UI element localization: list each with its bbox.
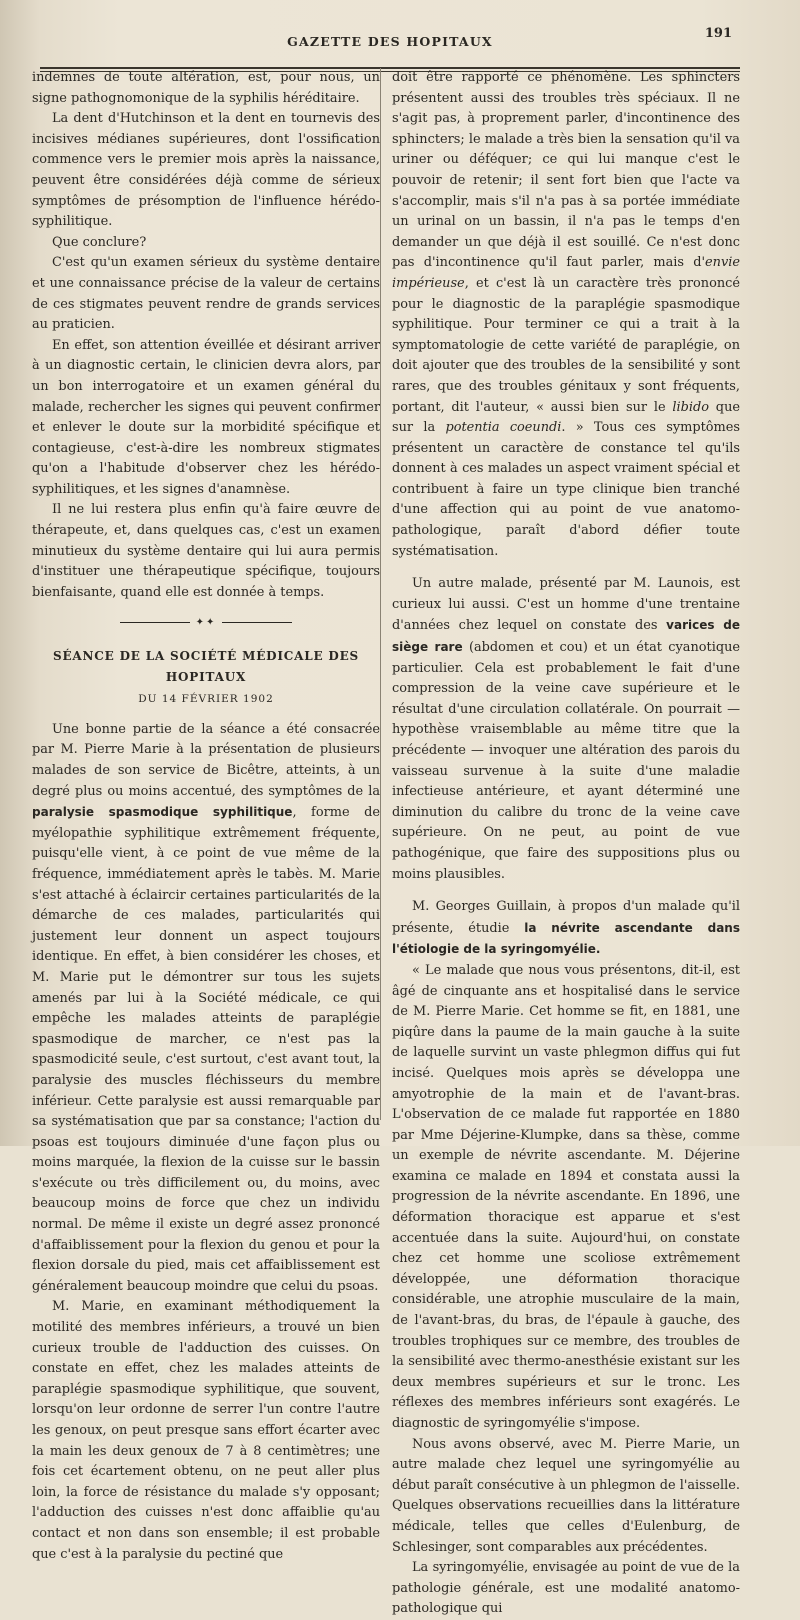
journal-title: GAZETTE DES HOPITAUX [287,34,493,49]
page-number: 191 [704,26,732,41]
paragraph: Nous avons observé, avec M. Pierre Marie, un autre malade chez lequel une syringomyélie au début paraît consécutive à un phlegmon de l'aisselle. Quelques observations recueillies dans la littérature médicale, telles que celles d'Eulenburg, de Schlesinger, sont comparables aux précédentes. [392,1436,740,1555]
paragraph: doit être rapporté ce phénomène. Les sphincters présentent aussi des troubles très spéciaux. Il ne s'agit pas, à proprement parler, d'incontinence des sphincters; le malade a très bien la sensation qu'il va uriner ou déféquer; ce qui lui manque c'est le pouvoir de retenir; il sent fort bien que l'acte va s'accomplir, mais s'il n'a pas à sa portée immédiate un urinal on un bassin, il n'a pas le temps d'en demander un que déjà il est souillé. Ce n'est donc pas d'incontinence qu'il faut parler, mais d'envie impérieuse, et c'est là un caractère très prononcé pour le diagnostic de la paraplégie spasmodique syphilitique. Pour terminer ce qui a trait à la symptomatologie de cette variété de paraplégie, on doit ajouter que des troubles de la sensibilité y sont rares, que des troubles génitaux y sont fréquents, portant, dit l'auteur, « aussi bien sur le libido que sur la potentia coeundi. » Tous ces symptômes présentent un caractère de constance tel qu'ils donnent à ces malades un aspect vraiment spécial et contribuent à faire un type clinique bien tranché d'une affection qui au point de vue anatomo-pathologique, paraît d'abord défier toute systématisation. [392,70,740,559]
separator-ornament: ✦✦ [32,613,380,634]
italic-term: libido [672,399,710,415]
paragraph: M. Marie, en examinant méthodiquement la motilité des membres inférieurs, a trouvé un bien curieux trouble de l'adduction des cuisses. On constate en effet, chez les malades atteints de paraplégie spasmodique syphilitique, que souvent, lorsqu'on leur ordonne de serrer l'un contre l'autre les genoux, on peut presque sans effort écarter avec la main les deux genoux de 7 à 8 centimètres; une fois cet écartement obtenu, on ne peut aller plus loin, la force de résistance du malade s'y opposant; l'adduction des cuisses n'est donc affaiblie qu'au contact et non dans son ensemble; il est probable que c'est à la paralysie du pectiné que [32,1299,380,1562]
bold-term: la névrite ascendante dans l'étiologie de la syringomyélie. [392,920,740,957]
paragraph: Que conclure? [52,234,147,250]
paragraph: La syringomyélie, envisagée au point de vue de la pathologie générale, est une modalité anatomo-pathologique qui [392,1560,740,1617]
left-column [32,68,380,1565]
right-column [392,68,740,1620]
section-title: SÉANCE DE LA SOCIÉTÉ MÉDICALE DES HOPITAUX [53,649,359,684]
paragraph: Il ne lui restera plus enfin qu'à faire œuvre de thérapeute, et, dans quelques cas, c'est un examen minutieux du système dentaire qui lui aura permis d'instituer une thérapeutique spécifique, toujours bienfaisante, quand elle est donnée à temps. [32,502,380,600]
bold-term: varices de siège rare [392,618,740,655]
section-date: DU 14 FÉVRIER 1902 [138,693,274,706]
bold-term: paralysie spasmodique syphilitique [32,805,293,820]
page-header [40,22,740,62]
paragraph: La dent d'Hutchinson et la dent en tournevis des incisives médianes supérieures, dont l'ossification commence vers le premier mois après la naissance, peuvent être considérées déjà comme de sérieux symptômes de présomption de l'influence hérédo-syphilitique. [32,111,380,230]
paragraph: En effet, son attention éveillée et désirant arriver à un diagnostic certain, le clinicien devra alors, par un bon interrogatoire et un examen général du malade, rechercher les signes qui peuvent confirmer et enlever le doute sur la morbidité spécifique et contagieuse, c'est-à-dire les nombreux stigmates qu'on a l'habitude d'observer chez les hérédo-syphilitiques, et les signes d'anamnèse. [32,337,380,497]
paragraph: Une bonne partie de la séance a été consacrée par M. Pierre Marie à la présentation de plusieurs malades de son service de Bicêtre, atteints, à un degré plus ou moins accentué, des symptômes de la paralysie spasmodique syphilitique, forme de myélopathie syphilitique extrêmement fréquente, puisqu'elle vient, à ce point de vue même de la fréquence, immédiatement après le tabès. M. Marie s'est attaché à éclaircir certaines particularités de la démarche de ces malades, particularités qui justement leur donnent un aspect toujours identique. En effet, à bien considérer les choses, et M. Marie put le démontrer sur tous les sujets amenés par lui à la Société médicale, ce qui empêche les malades atteints de paraplégie spasmodique de marcher, ce n'est pas la spasmodicité seule, c'est surtout, c'est avant tout, la paralysie des muscles fléchisseurs du membre inférieur. Cette paralysie est aussi remarquable par sa systématisation que par sa constance; l'action du psoas est toujours diminuée d'une façon plus ou moins marquée, la flexion de la cuisse sur le bassin s'exécute ou très difficilement ou, du moins, avec beaucoup moins de force que chez un individu normal. De même il existe un degré assez prononcé d'affaiblissement pour la flexion du genou et pour la flexion dorsale du pied, mais cet affaiblissement est généralement beaucoup moindre que celui du psoas. [32,721,380,1294]
paragraph: indemnes de toute altération, est, pour nous, un signe pathognomonique de la syphilis héréditaire. [32,70,380,106]
italic-term: potentia coeundi [445,420,562,436]
column-divider [380,68,381,1120]
paragraph: C'est qu'un examen sérieux du système dentaire et une connaissance précise de la valeur de certains de ces stigmates peuvent rendre de grands services au praticien. [32,255,380,333]
italic-term: envie impérieuse [392,255,740,291]
paragraph: « Le malade que nous vous présentons, dit-il, est âgé de cinquante ans et hospitalisé dans le service de M. Pierre Marie. Cet homme se fit, en 1881, une piqûre dans la paume de la main gauche à la suite de laquelle survint un vaste phlegmon diffus qui fut incisé. Quelques mois après se développa une amyotrophie de la main et de l'avant-bras. L'observation de ce malade fut rapportée en 1880 par Mme Déjerine-Klumpke, dans sa thèse, comme un exemple de névrite ascendante. M. Déjerine examina ce malade en 1894 et constata aussi la progression de la névrite ascendante. En 1896, une déformation thoracique est apparue et s'est accentuée dans la suite. Aujourd'hui, on constate chez cet homme une scoliose extrêmement développée, une déformation thoracique considérable, une atrophie musculaire de la main, de l'avant-bras, du bras, de l'épaule à gauche, des troubles trophiques sur ce membre, des troubles de la sensibilité avec thermo-anesthésie existant sur les deux membres supérieurs et sur le tronc. Les réflexes des membres inférieurs sont exagérés. Le diagnostic de syringomyélie s'impose. [392,962,740,1431]
paragraph: M. Georges Guillain, à propos d'un malade qu'il présente, étudie la névrite ascendante dans l'étiologie de la syringomyélie. [392,899,740,957]
paragraph: Un autre malade, présenté par M. Launois, est curieux lui aussi. C'est un homme d'une trentaine d'années chez lequel on constate des varices de siège rare (abdomen et cou) et un état cyanotique particulier. Cela est probablement le fait d'une compression de la veine cave supérieure et le résultat d'une circulation collatérale. On pourrait — hypothèse vraisemblable au même titre que la précédente — invoquer une altération des parois du vaisseau survenue à la suite d'une maladie infectieuse antérieure, et ayant déterminé une diminution du calibre du tronc de la veine cave supérieure. On ne peut, au point de vue pathogénique, que faire des suppositions plus ou moins plausibles. [392,576,740,882]
